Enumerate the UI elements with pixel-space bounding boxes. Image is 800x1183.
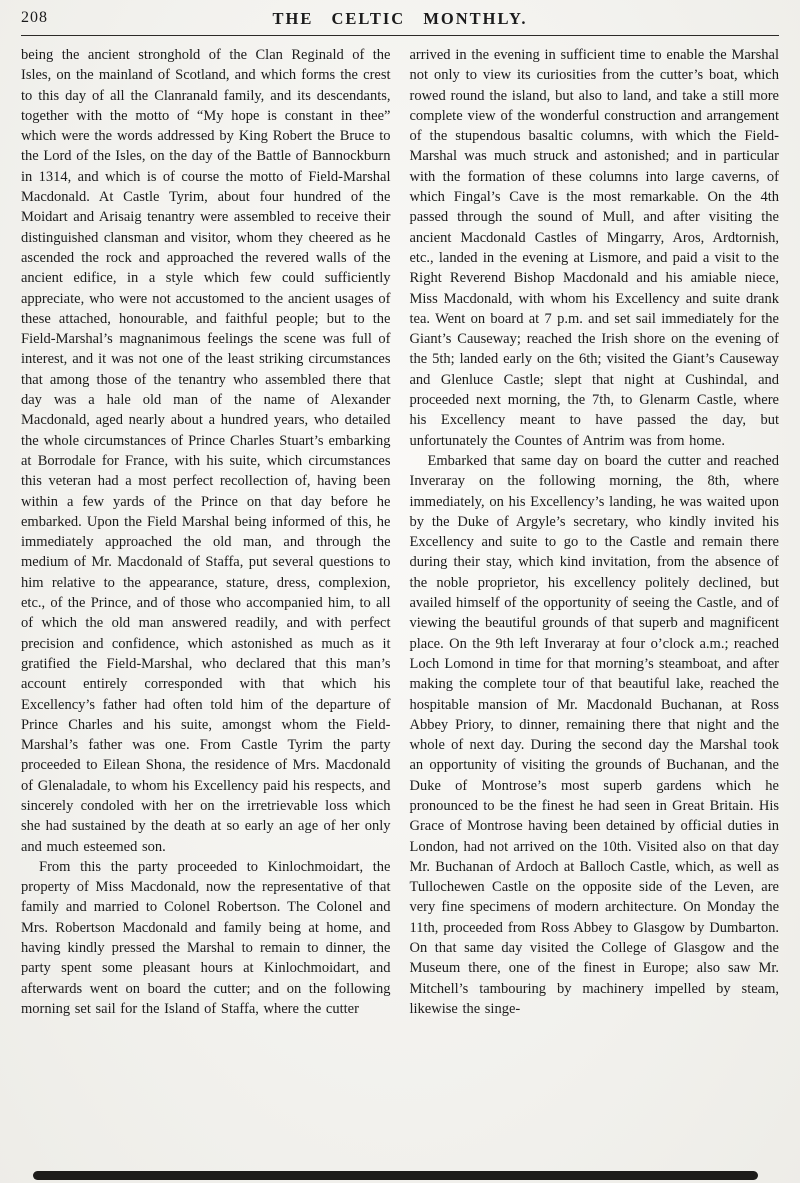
right-column (410, 45, 780, 1019)
paragraph: From this the party proceeded to Kinlochmoidart, the property of Miss Macdonald, now the representative of that family and married to Colonel Robertson. The Colonel and Mrs. Robertson Macdonald and family being at home, and having kindly pressed the Marshal to remain to dinner, the party spent some pleasant hours at Kinlochmoidart, and afterwards went on board the cutter; and on the following morning set sail for the Island of Staffa, where the cutter (21, 858, 391, 1017)
paragraph: arrived in the evening in sufficient time to enable the Marshal not only to view its curiosities from the cutter’s boat, which rowed round the island, but also to land, and take a still more complete view of the wonderful construction and arrangement of the stupendous basaltic columns, with which the Field-Marshal was much struck and astonished; and in particular with the formation of these columns into large caverns, of which Fingal’s Cave is the most remarkable. On the 4th passed through the sound of Mull, and after visiting the ancient Macdonald Castles of Mingarry, Aros, Ardtornish, etc., landed in the evening at Lismore, and paid a visit to the Right Reverend Bishop Macdonald and his amiable niece, Miss Macdonald, with whom his Excellency and suite drank tea. Went on board at 7 p.m. and set sail immediately for the Giant’s Causeway; reached the Irish shore on the evening of the 5th; landed early on the 6th; visited the Giant’s Causeway and Glenluce Castle; slept that night at Cushindal, and proceeded next morning, the 7th, to Glenarm Castle, where his Excellency meant to have passed the day, but unfortunately the Countes of Antrim was from home. (409, 47, 779, 449)
left-column (21, 45, 391, 1019)
page-header (21, 6, 779, 32)
paragraph: Embarked that same day on board the cutter and reached Inveraray on the following morning, the 8th, where immediately, on his Excellency’s landing, he was waited upon by the Duke of Argyle’s secretary, who kindly invited his Excellency and suite to go to the Castle and remain there during their stay, which kind invitation, from the absence of the noble proprietor, his excellency politely declined, but availed himself of the opportunity of seeing the Castle, and of viewing the beautiful grounds of that superb and magnificent place. On the 9th left Inveraray at four o’clock a.m.; reached Loch Lomond in time for that morning’s steamboat, and after making the complete tour of that beautiful lake, reached the hospitable mansion of Mr. Macdonald Buchanan, at Ross Abbey Priory, to dinner, remaining there that night and the whole of next day. During the second day the Marshal took an opportunity of visiting the grounds of Buchanan, and the Duke of Montrose’s most superb gardens which he pronounced to be the finest he had seen in Great Britain. His Grace of Montrose having been detained by official duties in London, had not arrived on the 10th. Visited also on that day Mr. Buchanan of Ardoch at Balloch Castle, which, as well as Tullochewen Castle on the opposite side of the Leven, are very fine specimens of modern architecture. On Monday the 11th, proceeded from Ross Abbey to Glasgow by Dumbarton. On that same day visited the College of Glasgow and the Museum there, one of the finest in Europe; also saw Mr. Mitchell’s tambouring by machinery impelled by steam, likewise the singe- (409, 452, 779, 1017)
journal-title: THE CELTIC MONTHLY. (272, 9, 528, 28)
article-body (21, 45, 779, 1019)
paragraph: being the ancient stronghold of the Clan Reginald of the Isles, on the mainland of Scotland, and which forms the crest to this day of all the Clanranald family, and its descendants, together with the motto of “My hope is constant in thee” which were the words addressed by King Robert the Bruce to the Lord of the Isles, on the day of the Battle of Bannockburn in 1314, and which is of course the motto of Field-Marshal Macdonald. At Castle Tyrim, about four hundred of the Moidart and Arisaig tenantry were assembled to receive their distinguished clansman and visitor, whom they cheered as he ascended the rock and approached the revered walls of the ancient edifice, in a style which few could sufficiently appreciate, who were not accustomed to the ancient usages of these attached, honourable, and faithful people; but to the Field-Marshal’s magnanimous feelings the scene was full of interest, and it was not one of the least striking circumstances that among those of the tenantry who assembled there that day was a hale old man of the name of Alexander Macdonald, aged nearly about a hundred years, who detailed the whole circumstances of Prince Charles Stuart’s embarking at Borrodale for France, with his suite, which circumstances this veteran had a most perfect recollection of, having been within a few yards of the Prince on that day before he embarked. Upon the Field Marshal being informed of this, he immediately approached the old man, and through the medium of Mr. Macdonald of Staffa, put several questions to him relative to the appearance, stature, dress, complexion, etc., of the Prince, and of those who accompanied him, to all of which the old man answered readily, and with perfect precision and confidence, which astonished as much as it gratified the Field-Marshal, who declared that this man’s account entirely corresponded with that which his Excellency’s father had often told him of the departure of Prince Charles and his suite, amongst whom the Field-Marshal’s father was one. From Castle Tyrim the party proceeded to Eilean Shona, the residence of Mrs. Macdonald of Glenaladale, to whom his Excellency paid his respects, and sincerely condoled with her on the irretrievable loss which she had sustained by the death at so early an age of her only and much esteemed son. (21, 47, 391, 855)
header-rule (21, 35, 779, 36)
scan-artifact-bar (33, 1171, 758, 1180)
page-number: 208 (21, 9, 48, 26)
